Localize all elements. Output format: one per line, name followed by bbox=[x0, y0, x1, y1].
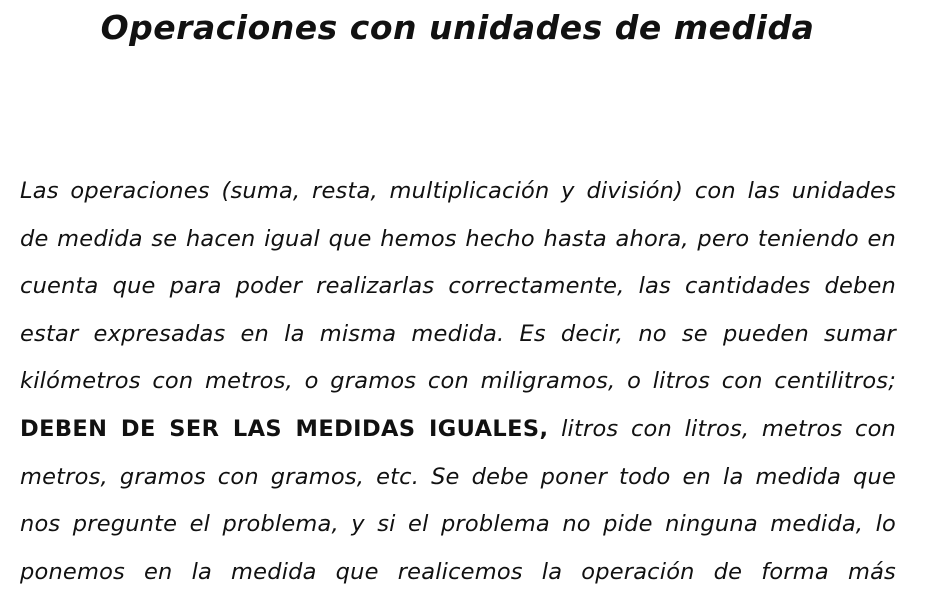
emphasis-bold-text: DEBEN DE SER LAS MEDIDAS IGUALES, bbox=[20, 415, 549, 442]
page-title: Operaciones con unidades de medida bbox=[100, 8, 815, 47]
paragraph-line: de medida se hacen igual que hemos hecho hasta ahora, pero teniendo en bbox=[20, 225, 896, 252]
paragraph-line: cuenta que para poder realizarlas correctamente, las cantidades deben bbox=[20, 273, 896, 300]
paragraph-line: metros, gramos con gramos, etc. Se debe poner todo en la medida que bbox=[20, 463, 896, 490]
paragraph-line: ponemos en la medida que realicemos la operación de forma más bbox=[20, 558, 896, 585]
paragraph-line: estar expresadas en la misma medida. Es decir, no se pueden sumar bbox=[20, 320, 896, 347]
body-paragraph bbox=[20, 171, 896, 597]
paragraph-line: Las operaciones (suma, resta, multiplicación y división) con las unidades bbox=[20, 178, 896, 204]
paragraph-line: kilómetros con metros, o gramos con miligramos, o litros con centilitros; bbox=[20, 368, 896, 395]
emphasis-rest-text: litros con litros, metros con bbox=[548, 415, 896, 442]
paragraph-line-emphasis bbox=[20, 409, 896, 457]
paragraph-line: nos pregunte el problema, y si el problema no pide ninguna medida, lo bbox=[20, 511, 896, 538]
